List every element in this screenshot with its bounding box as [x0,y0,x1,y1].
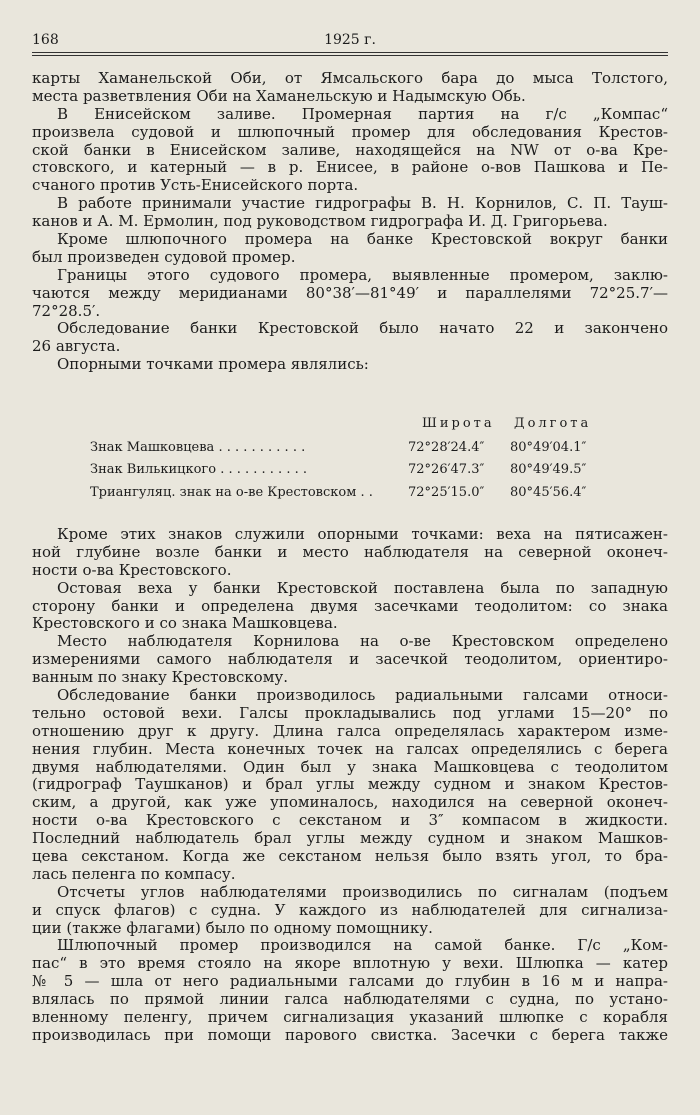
text-line: Шлюпочный промер производился на самой банке. Г/с „Ком- [57,936,668,955]
table-header [422,416,612,432]
header-rule-bottom [32,55,668,56]
text-line: Остовая веха у банки Крестовской поставлена была по западную [57,578,668,597]
text-line: Обследование банки производилось радиальными галсами относи- [57,686,668,705]
text-line: Границы этого судового промера, выявленные промером, заклю- [57,265,668,284]
text-line: Отсчеты углов наблюдателями производились по сигналам (подъем [57,882,668,901]
row-latitude: 72°26′47.3″ [408,462,485,477]
row-name: Триангуляц. знак на о-ве Крестовском . . [90,485,373,500]
text-line: производилась при помощи парового свистка. Засечки с берега также [32,1025,668,1044]
text-line: ности о-ва Крестовского с секстаном и 3″ компасом в жидкости. [32,811,668,830]
text-line: и спуск флагов) с судна. У каждого из наблюдателей для сигнализа- [32,900,668,919]
text-line: цева секстаном. Когда же секстаном нельзя было взять угол, то бра- [32,847,668,866]
text-line: 72°28.5′. [32,301,101,320]
text-line: Место наблюдателя Корнилова на о-ве Крестовском определено [57,632,668,651]
text-line: отношению друг к другу. Длина галса определялась характером изме- [32,721,668,740]
paragraph [32,884,668,938]
text-line: Обследование банки Крестовской было начато 22 и закончено [57,319,668,338]
text-line: пас“ в это время стояло на якоре вплотную у вехи. Шлюпка — катер [32,954,668,973]
paragraph [32,633,668,687]
text-line: произвела судовой и шлюпочный промер для обследования Крестов- [32,122,668,141]
text-line: лась пеленга по компасу. [32,864,236,883]
paragraph [32,937,668,1044]
col-latitude-header: Широта [422,416,495,431]
text-line: счаного против Усть-Енисейского порта. [32,176,359,195]
row-latitude: 72°28′24.4″ [408,440,485,455]
text-line: Крестовского и со знака Машковцева. [32,614,338,633]
text-line: Опорными точками промера являлись: [57,355,369,374]
table-row [90,462,610,480]
text-line: № 5 — шла от него радиальными галсами до глубин в 16 м и напра- [32,972,668,991]
text-line: измерениями самого наблюдателя и засечкой теодолитом, ориентиро- [32,650,668,669]
text-line: влялась по прямой линии галса наблюдателями с судна, по устано- [32,990,668,1009]
paragraph [32,70,668,106]
text-line: В работе принимали участие гидрографы В. Н. Корнилов, С. П. Тауш- [57,194,668,213]
text-line: В Енисейском заливе. Промерная партия на г/с „Компас“ [57,104,668,123]
text-line: 26 августа. [32,337,121,356]
col-longitude-header: Долгота [514,416,592,431]
text-line: был произведен судовой промер. [32,247,296,266]
header-year: 1925 г. [324,32,376,48]
row-longitude: 80°49′49.5″ [510,462,587,477]
text-line: тельно остовой вехи. Галсы прокладывались под углами 15—20° по [32,703,668,722]
text-line: места разветвления Оби на Хаманельскую и Надымскую Обь. [32,86,526,105]
paragraph [32,231,668,267]
paragraph [32,687,668,884]
text-line: канов и А. М. Ермолин, под руководством гидрографа И. Д. Григорьева. [32,212,608,231]
paragraph [32,195,668,231]
text-line: сторону банки и определена двумя засечками теодолитом: со знака [32,596,668,615]
paragraph [32,526,668,580]
text-line: двумя наблюдателями. Один был у знака Машковцева с теодолитом [32,757,668,776]
text-line: Кроме шлюпочного промера на банке Крестовской вокруг банки [57,230,668,249]
text-line: стовского, и катерный — в р. Енисее, в районе о-вов Пашкова и Пе- [32,158,668,177]
text-line: чаются между меридианами 80°38′—81°49′ и параллелями 72°25.7′— [32,283,668,302]
row-longitude: 80°45′56.4″ [510,485,587,500]
text-line: Последний наблюдатель брал углы между судном и знаком Машков- [32,829,668,848]
text-line: Кроме этих знаков служили опорными точками: веха на пятисажен- [57,525,668,543]
text-line: ванным по знаку Крестовскому. [32,668,288,687]
row-latitude: 72°25′15.0″ [408,485,485,500]
text-line: ской банки в Енисейском заливе, находящейся на NW от о-ва Кре- [32,140,668,159]
row-name: Знак Вилькицкого . . . . . . . . . . . [90,462,307,477]
text-line: (гидрограф Таушканов) и брал углы между судном и знаком Крестов- [32,775,668,794]
paragraph [32,106,668,195]
body-text-top [32,70,668,374]
paragraph [32,267,668,321]
paragraph [32,356,668,374]
row-longitude: 80°49′04.1″ [510,440,587,455]
row-name: Знак Машковцева . . . . . . . . . . . [90,440,306,455]
text-line: карты Хаманельской Оби, от Ямсальского бара до мыса Толстого, [32,69,668,87]
table-row [90,440,610,458]
running-header [32,32,668,50]
paragraph [32,580,668,634]
body-text-bottom [32,526,668,1045]
text-line: ции (также флагами) было по одному помощнику. [32,918,433,937]
text-line: ности о-ва Крестовского. [32,560,232,579]
text-line: нения глубин. Места конечных точек на галсах определялись с берега [32,739,668,758]
paragraph [32,320,668,356]
page-number: 168 [32,32,59,48]
text-line: ной глубине возле банки и место наблюдателя на северной оконеч- [32,542,668,561]
header-rule-top [32,52,668,53]
table-row [90,485,610,503]
text-line: вленному пеленгу, причем сигнализация указаний шлюпке с корабля [32,1008,668,1027]
text-line: ским, а другой, как уже упоминалось, находился на северной оконеч- [32,793,668,812]
